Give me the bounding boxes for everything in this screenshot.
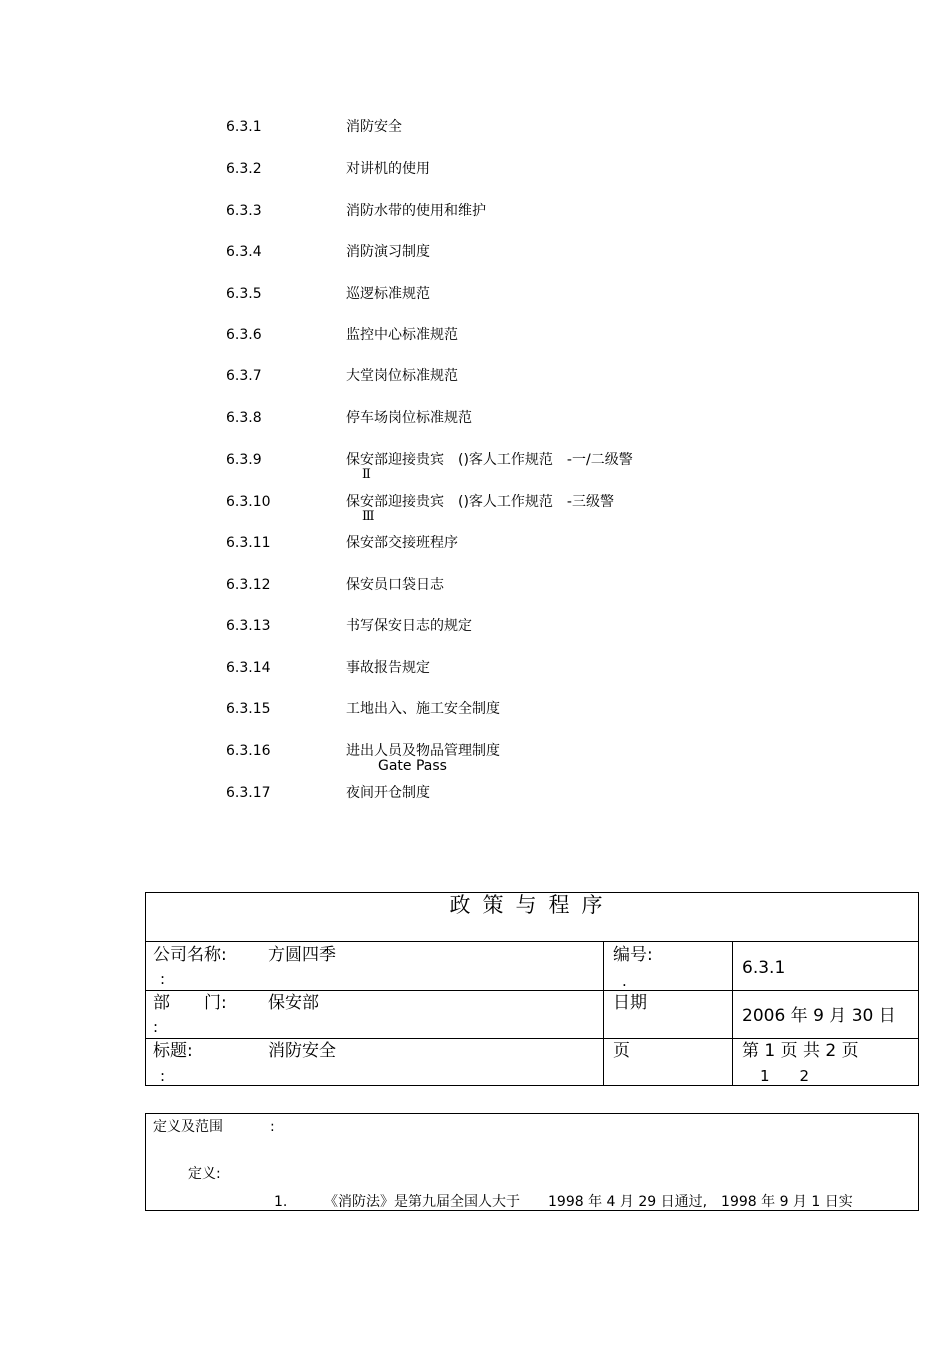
toc-number: 6.3.4	[226, 244, 262, 260]
company-label-colon: :	[160, 970, 166, 988]
toc-number: 6.3.10	[226, 494, 271, 510]
definition-section	[145, 1113, 919, 1211]
toc-title: 巡逻标准规范	[346, 286, 430, 302]
row-divider	[146, 990, 918, 991]
toc-item	[0, 451, 950, 487]
scope-label: 定义及范围	[153, 1119, 223, 1135]
toc-title: 监控中心标准规范	[346, 327, 458, 343]
toc-title: 停车场岗位标准规范	[346, 410, 472, 426]
column-divider	[732, 941, 733, 1086]
toc-item	[0, 617, 950, 653]
toc-title: 保安部交接班程序	[346, 535, 458, 551]
toc-item	[0, 202, 950, 238]
company-label: 公司名称:	[153, 945, 227, 965]
toc-number: 6.3.6	[226, 327, 262, 343]
column-divider	[603, 941, 604, 1086]
scope-label-colon: :	[270, 1119, 275, 1135]
department-label-colon: :	[153, 1018, 159, 1036]
toc-title: 书写保安日志的规定	[346, 618, 472, 634]
toc-item	[0, 326, 950, 362]
toc-number: 6.3.17	[226, 785, 271, 801]
company-value: 方圆四季	[268, 945, 336, 965]
definition-label: 定义:	[188, 1166, 221, 1182]
title-label: 标题:	[153, 1041, 193, 1061]
toc-item	[0, 285, 950, 321]
toc-title: 大堂岗位标准规范	[346, 368, 458, 384]
toc-title: 夜间开仓制度	[346, 785, 430, 801]
toc-title: 对讲机的使用	[346, 161, 430, 177]
toc-item	[0, 160, 950, 196]
toc-subtitle: Gate Pass	[378, 758, 447, 774]
toc-item	[0, 534, 950, 570]
toc-title: 保安员口袋日志	[346, 577, 444, 593]
department-label: 部 门:	[153, 993, 227, 1013]
number-value: 6.3.1	[742, 958, 786, 978]
toc-number: 6.3.3	[226, 203, 262, 219]
toc-number: 6.3.12	[226, 577, 271, 593]
toc-number: 6.3.1	[226, 119, 262, 135]
page-sub-value: 1 2	[760, 1067, 810, 1085]
toc-title: 工地出入、施工安全制度	[346, 701, 500, 717]
number-label-dot: .	[622, 972, 627, 990]
toc-number: 6.3.11	[226, 535, 271, 551]
toc-title: 保安部迎接贵宾 ()客人工作规范 -三级警	[346, 494, 614, 510]
policy-header-table	[145, 892, 919, 1086]
page-label: 页	[613, 1041, 630, 1061]
toc-title: 进出人员及物品管理制度	[346, 743, 500, 759]
toc-item	[0, 784, 950, 820]
toc-item	[0, 742, 950, 778]
toc-item	[0, 367, 950, 403]
toc-subtitle: Ⅲ	[362, 509, 375, 524]
row-divider	[146, 1038, 918, 1039]
toc-title: 保安部迎接贵宾 ()客人工作规范 -一/二级警	[346, 452, 633, 468]
department-value: 保安部	[268, 993, 319, 1013]
toc-title: 事故报告规定	[346, 660, 430, 676]
date-label: 日期	[613, 993, 647, 1013]
definition-item-text: 《消防法》是第九届全国人大于 1998 年 4 月 29 日通过, 1998 年 9 月 1 日实	[324, 1194, 853, 1210]
toc-item	[0, 493, 950, 529]
toc-subtitle: Ⅱ	[362, 467, 371, 482]
toc-item	[0, 700, 950, 736]
title-value: 消防安全	[268, 1041, 336, 1061]
toc-title: 消防安全	[346, 119, 402, 135]
toc-title: 消防演习制度	[346, 244, 430, 260]
policy-heading-row	[146, 893, 918, 942]
toc-number: 6.3.9	[226, 452, 262, 468]
toc-number: 6.3.5	[226, 286, 262, 302]
definition-item-number: 1.	[274, 1194, 288, 1210]
number-label: 编号:	[613, 945, 653, 965]
toc-number: 6.3.8	[226, 410, 262, 426]
date-value: 2006 年 9 月 30 日	[742, 1006, 896, 1026]
toc-item	[0, 118, 950, 154]
toc-number: 6.3.13	[226, 618, 271, 634]
toc-item	[0, 409, 950, 445]
toc-number: 6.3.15	[226, 701, 271, 717]
toc-item	[0, 576, 950, 612]
toc-number: 6.3.16	[226, 743, 271, 759]
toc-item	[0, 243, 950, 279]
toc-number: 6.3.7	[226, 368, 262, 384]
toc-number: 6.3.2	[226, 161, 262, 177]
title-label-colon: :	[160, 1067, 166, 1085]
toc-number: 6.3.14	[226, 660, 271, 676]
toc-item	[0, 659, 950, 695]
policy-heading: 政策与程序	[449, 893, 615, 917]
page-value: 第 1 页 共 2 页	[742, 1041, 859, 1061]
toc-title: 消防水带的使用和维护	[346, 203, 486, 219]
